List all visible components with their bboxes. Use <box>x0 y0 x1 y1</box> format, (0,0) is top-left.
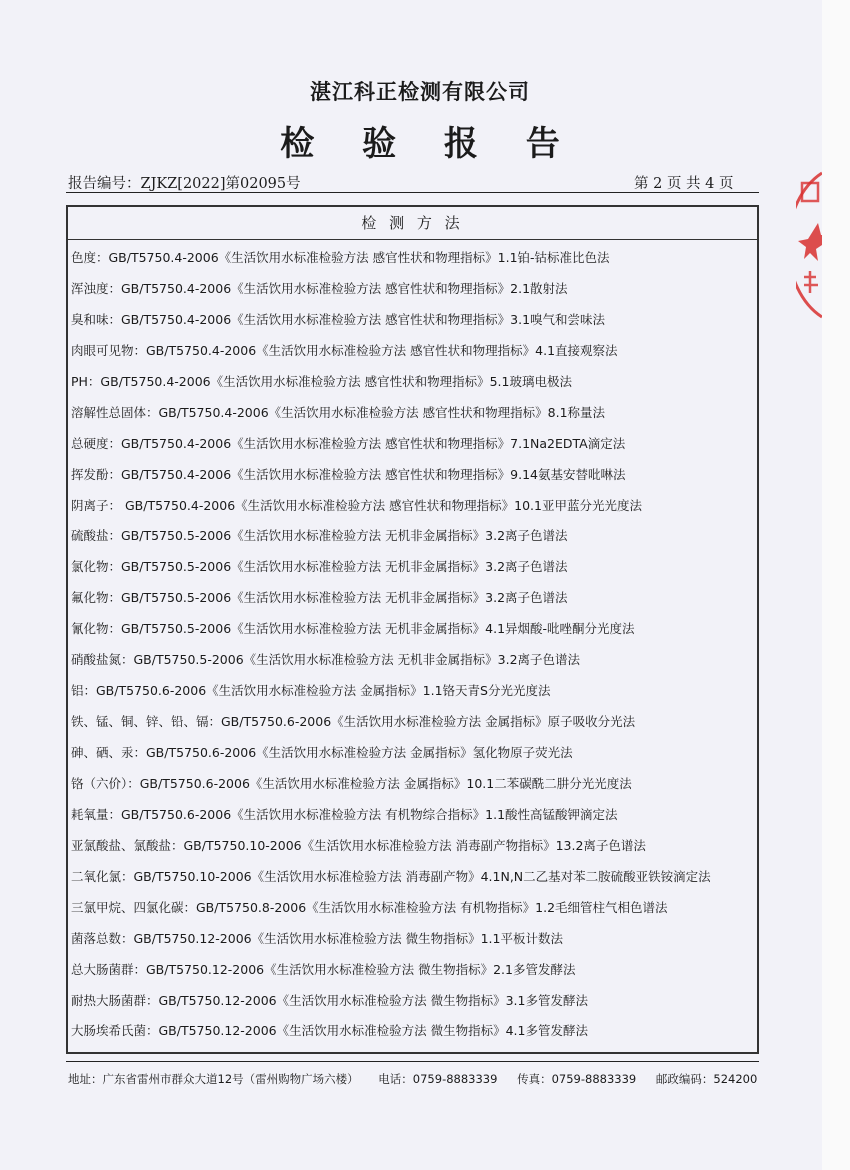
methods-list <box>71 246 757 1050</box>
methods-heading: 检 测 方 法 <box>68 207 757 240</box>
method-row: 亚氯酸盐、氯酸盐：GB/T5750.10-2006《生活饮用水标准检验方法 消毒副产物指标》13.2离子色谱法 <box>71 837 646 853</box>
method-row: 耐热大肠菌群：GB/T5750.12-2006《生活饮用水标准检验方法 微生物指标》3.1多管发酵法 <box>71 992 588 1008</box>
method-row: 大肠埃希氏菌：GB/T5750.12-2006《生活饮用水标准检验方法 微生物指标》4.1多管发酵法 <box>71 1023 588 1039</box>
footer-postcode: 邮政编码：524200 <box>655 1072 758 1086</box>
method-row: 三氯甲烷、四氯化碳：GB/T5750.8-2006《生活饮用水标准检验方法 有机物指标》1.2毛细管柱气相色谱法 <box>71 899 668 915</box>
footer-rule <box>66 1061 759 1062</box>
footer <box>68 1071 773 1087</box>
method-row: 铝：GB/T5750.6-2006《生活饮用水标准检验方法 金属指标》1.1铬天青S分光光度法 <box>71 683 551 699</box>
page-number: 第 2 页 共 4 页 <box>634 176 734 192</box>
method-row: 臭和味：GB/T5750.4-2006《生活饮用水标准检验方法 感官性状和物理指标》3.1嗅气和尝味法 <box>71 311 606 327</box>
method-row: 耗氧量：GB/T5750.6-2006《生活饮用水标准检验方法 有机物综合指标》1.1酸性高锰酸钾滴定法 <box>71 806 618 822</box>
method-row: 铁、锰、铜、锌、铅、镉：GB/T5750.6-2006《生活饮用水标准检验方法 金属指标》原子吸收分光法 <box>71 714 636 730</box>
method-row: 阴离子： GB/T5750.4-2006《生活饮用水标准检验方法 感官性状和物理指标》10.1亚甲蓝分光光度法 <box>71 497 642 513</box>
method-row: 溶解性总固体：GB/T5750.4-2006《生活饮用水标准检验方法 感官性状和物理指标》8.1称量法 <box>71 404 606 420</box>
report-number: 报告编号：ZJKZ[2022]第02095号 <box>68 176 301 192</box>
method-row: 色度：GB/T5750.4-2006《生活饮用水标准检验方法 感官性状和物理指标》1.1铂-钴标准比色法 <box>71 250 610 265</box>
red-seal-stamp <box>796 165 822 325</box>
method-row: 浑浊度：GB/T5750.4-2006《生活饮用水标准检验方法 感官性状和物理指标》2.1散射法 <box>71 280 568 296</box>
method-row: 砷、硒、汞：GB/T5750.6-2006《生活饮用水标准检验方法 金属指标》氢化物原子荧光法 <box>71 745 573 760</box>
method-row: 硫酸盐：GB/T5750.5-2006《生活饮用水标准检验方法 无机非金属指标》3.2离子色谱法 <box>71 528 568 544</box>
method-row: 挥发酚：GB/T5750.4-2006《生活饮用水标准检验方法 感官性状和物理指标》9.14氨基安替吡啉法 <box>71 466 626 482</box>
method-row: 铬（六价）：GB/T5750.6-2006《生活饮用水标准检验方法 金属指标》10.1二苯碳酰二肼分光光度法 <box>71 775 632 791</box>
method-row: 二氧化氯：GB/T5750.10-2006《生活饮用水标准检验方法 消毒副产物》4.1N,N二乙基对苯二胺硫酸亚铁铵滴定法 <box>71 868 711 884</box>
footer-address: 地址：广东省雷州市群众大道12号（雷州购物广场六楼） <box>68 1072 359 1086</box>
method-row: PH：GB/T5750.4-2006《生活饮用水标准检验方法 感官性状和物理指标》5.1玻璃电极法 <box>71 373 572 389</box>
method-row: 硝酸盐氮：GB/T5750.5-2006《生活饮用水标准检验方法 无机非金属指标》3.2离子色谱法 <box>71 652 581 668</box>
method-row: 氟化物：GB/T5750.5-2006《生活饮用水标准检验方法 无机非金属指标》3.2离子色谱法 <box>71 590 568 606</box>
method-row: 氰化物：GB/T5750.5-2006《生活饮用水标准检验方法 无机非金属指标》4.1异烟酸-吡唑酮分光度法 <box>71 621 635 637</box>
header-rule <box>66 192 759 193</box>
methods-table <box>66 205 759 1054</box>
footer-fax: 传真：0759-8883339 <box>517 1072 637 1086</box>
method-row: 菌落总数：GB/T5750.12-2006《生活饮用水标准检验方法 微生物指标》1.1平板计数法 <box>71 930 563 946</box>
method-row: 肉眼可见物：GB/T5750.4-2006《生活饮用水标准检验方法 感官性状和物理指标》4.1直接观察法 <box>71 342 618 358</box>
company-name: 湛江科正检测有限公司 <box>310 80 530 104</box>
method-row: 总硬度：GB/T5750.4-2006《生活饮用水标准检验方法 感官性状和物理指标》7.1Na2EDTA滴定法 <box>71 435 626 451</box>
report-title: 检 验 报 告 <box>280 124 578 164</box>
footer-phone: 电话：0759-8883339 <box>378 1072 498 1086</box>
method-row: 总大肠菌群：GB/T5750.12-2006《生活饮用水标准检验方法 微生物指标》2.1多管发酵法 <box>71 961 576 977</box>
method-row: 氯化物：GB/T5750.5-2006《生活饮用水标准检验方法 无机非金属指标》3.2离子色谱法 <box>71 559 568 575</box>
scan-margin <box>822 0 850 1170</box>
